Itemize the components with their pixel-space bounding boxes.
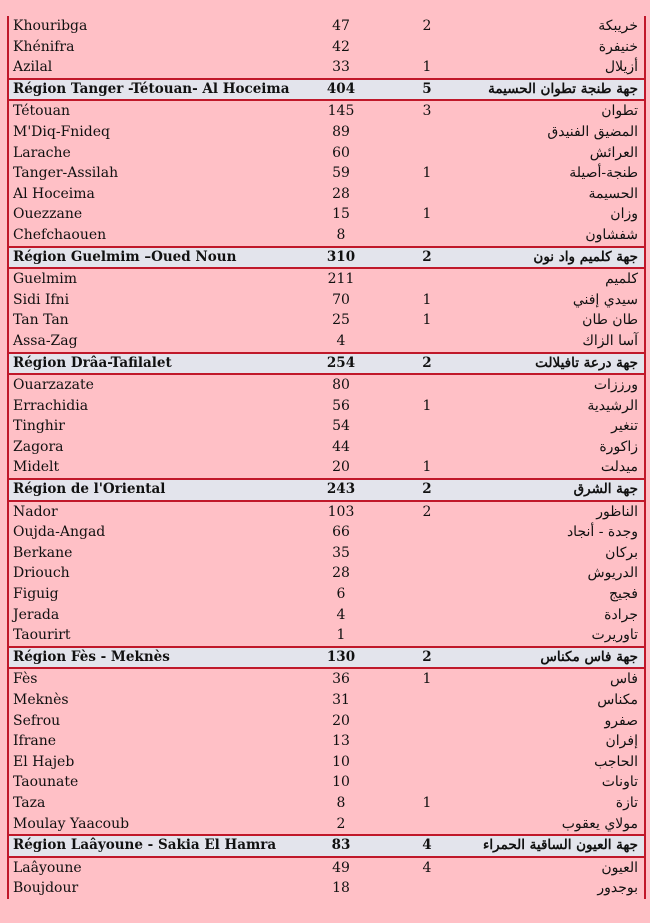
total-cell: 35: [332, 544, 350, 561]
total-cell: 83: [331, 837, 351, 854]
province-name-arabic: الرشيدية: [587, 397, 638, 414]
total-cell: 2: [336, 815, 346, 832]
total-cell: 42: [332, 38, 350, 55]
province-name-arabic: مولاي يعقوب: [561, 815, 638, 832]
region-name: Région Guelmim –Oued Noun: [13, 248, 237, 265]
total-cell: 404: [326, 80, 356, 97]
province-name-arabic: صفرو: [604, 712, 638, 729]
region-name-arabic: جهة كلميم واد نون: [533, 248, 638, 265]
region-name-arabic: جهة طنجة تطوان الحسيمة: [488, 80, 638, 97]
province-name-arabic: العرائش: [589, 144, 638, 161]
province-row: [9, 457, 644, 478]
count-cell: 2: [422, 354, 432, 371]
region-header-row: [9, 478, 644, 502]
province-name: Midelt: [13, 459, 60, 476]
total-cell: 8: [336, 226, 346, 243]
count-cell: 2: [422, 248, 432, 265]
region-name: Région Fès - Meknès: [13, 648, 170, 665]
province-name-arabic: فجيج: [609, 586, 638, 603]
count-cell: 1: [422, 312, 432, 329]
province-name-arabic: تازة: [615, 794, 638, 811]
province-name-arabic: الحاجب: [594, 753, 638, 770]
province-name: Tinghir: [13, 418, 65, 435]
province-name: Chefchaouen: [13, 226, 107, 243]
province-name: Taourirt: [13, 627, 71, 644]
province-row: [9, 543, 644, 564]
region-province-table: [7, 16, 646, 899]
total-cell: 130: [326, 648, 356, 665]
province-name: Larache: [13, 144, 71, 161]
region-name: Région Tanger -Tétouan- Al Hoceima: [13, 80, 290, 97]
total-cell: 13: [332, 733, 350, 750]
province-row: [9, 290, 644, 311]
province-name: Nador: [13, 503, 58, 520]
total-cell: 33: [332, 59, 350, 76]
region-header-row: [9, 646, 644, 670]
province-name-arabic: العيون: [601, 859, 638, 876]
region-header-row: [9, 246, 644, 270]
count-cell: 1: [422, 59, 432, 76]
province-row: [9, 416, 644, 437]
region-name-arabic: جهة العيون الساقية الحمراء: [483, 837, 638, 854]
total-cell: 59: [332, 165, 350, 182]
total-cell: 145: [327, 103, 355, 120]
province-row: [9, 331, 644, 352]
province-name: El Hajeb: [13, 753, 75, 770]
province-name-arabic: خنيفرة: [598, 38, 638, 55]
total-cell: 18: [332, 880, 350, 897]
province-row: [9, 225, 644, 246]
province-name-arabic: طان طان: [582, 312, 638, 329]
province-row: [9, 184, 644, 205]
total-cell: 28: [332, 185, 350, 202]
total-cell: 47: [332, 18, 350, 34]
province-row: [9, 16, 644, 37]
count-cell: 2: [422, 481, 432, 498]
province-name: Azilal: [13, 59, 53, 76]
province-name: Khouribga: [13, 18, 88, 34]
count-cell: 1: [422, 671, 432, 688]
province-name: Meknès: [13, 692, 69, 708]
province-name-arabic: تنغير: [611, 418, 638, 435]
province-name-arabic: آسا الزاك: [582, 332, 638, 349]
province-row: [9, 858, 644, 879]
total-cell: 49: [332, 859, 350, 876]
province-name: Tanger-Assilah: [13, 165, 119, 182]
province-name-arabic: المضيق الفنيدق: [547, 123, 638, 140]
total-cell: 60: [332, 144, 350, 161]
count-cell: 5: [422, 80, 432, 97]
total-cell: 4: [336, 606, 346, 623]
region-name: Région Drâa-Tafilalet: [13, 354, 172, 371]
province-row: [9, 731, 644, 752]
province-name: Zagora: [13, 438, 64, 455]
province-name: Berkane: [13, 544, 73, 561]
count-cell: 1: [422, 291, 432, 308]
province-name-arabic: وجدة - أنجاد: [566, 524, 638, 541]
province-name: Moulay Yaacoub: [13, 815, 130, 832]
count-cell: 1: [422, 794, 432, 811]
province-row: [9, 143, 644, 164]
total-cell: 20: [332, 459, 350, 476]
province-row: [9, 563, 644, 584]
province-name-arabic: إفران: [605, 733, 638, 750]
province-row: [9, 584, 644, 605]
province-name: Taounate: [13, 774, 79, 791]
province-row: [9, 690, 644, 711]
province-name: Boujdour: [13, 880, 79, 897]
province-name: Taza: [13, 794, 46, 811]
province-name: Ouezzane: [13, 206, 83, 223]
province-name-arabic: تطوان: [601, 103, 638, 120]
province-name-arabic: ميدلت: [600, 459, 638, 476]
province-name: Driouch: [13, 565, 70, 582]
province-name: Ifrane: [13, 733, 57, 750]
province-name-arabic: زاكورة: [599, 438, 638, 455]
total-cell: 80: [332, 377, 350, 394]
total-cell: 89: [332, 123, 350, 140]
total-cell: 10: [332, 774, 350, 791]
province-name-arabic: فاس: [609, 671, 638, 688]
province-name-arabic: خريبكة: [598, 18, 638, 34]
count-cell: 2: [422, 648, 432, 665]
province-row: [9, 814, 644, 835]
total-cell: 6: [336, 586, 346, 603]
province-name-arabic: تاوريرت: [591, 627, 638, 644]
province-name-arabic: وزان: [610, 206, 638, 223]
count-cell: 3: [422, 103, 432, 120]
province-name-arabic: ورززات: [593, 377, 638, 394]
province-row: [9, 878, 644, 899]
province-name: Jerada: [13, 606, 60, 623]
province-name-arabic: جرادة: [604, 606, 638, 623]
total-cell: 54: [332, 418, 350, 435]
province-name-arabic: أزيلال: [604, 59, 638, 76]
total-cell: 243: [326, 481, 356, 498]
province-name-arabic: بوجدور: [597, 880, 638, 897]
count-cell: 1: [422, 459, 432, 476]
province-name-arabic: الحسيمة: [588, 185, 638, 202]
province-row: [9, 396, 644, 417]
total-cell: 103: [327, 503, 355, 520]
total-cell: 66: [332, 524, 350, 541]
province-name: Laâyoune: [13, 859, 82, 876]
province-name: Khénifra: [13, 38, 75, 55]
province-row: [9, 522, 644, 543]
province-row: [9, 101, 644, 122]
province-name-arabic: كلميم: [605, 271, 638, 288]
province-row: [9, 793, 644, 814]
total-cell: 20: [332, 712, 350, 729]
province-row: [9, 163, 644, 184]
province-row: [9, 57, 644, 78]
region-name-arabic: جهة درعة تافيلالت: [535, 354, 638, 371]
province-name: Figuig: [13, 586, 59, 603]
total-cell: 4: [336, 332, 346, 349]
province-name: Ouarzazate: [13, 377, 94, 394]
region-header-row: [9, 834, 644, 858]
region-name: Région de l'Oriental: [13, 481, 166, 498]
total-cell: 254: [326, 354, 356, 371]
total-cell: 310: [326, 248, 356, 265]
total-cell: 8: [336, 794, 346, 811]
province-name-arabic: طنجة-أصيلة: [569, 165, 638, 182]
province-name-arabic: الدريوش: [587, 565, 638, 582]
count-cell: 4: [422, 837, 432, 854]
count-cell: 2: [422, 503, 432, 520]
region-header-row: [9, 78, 644, 102]
region-name-arabic: جهة فاس مكناس: [540, 648, 638, 665]
province-name: Sefrou: [13, 712, 61, 729]
total-cell: 10: [332, 753, 350, 770]
count-cell: 4: [422, 859, 432, 876]
province-row: [9, 122, 644, 143]
province-name-arabic: بركان: [605, 544, 638, 561]
province-row: [9, 669, 644, 690]
province-name: Assa-Zag: [13, 332, 78, 349]
total-cell: 44: [332, 438, 350, 455]
total-cell: 70: [332, 291, 350, 308]
province-row: [9, 752, 644, 773]
province-row: [9, 375, 644, 396]
total-cell: 28: [332, 565, 350, 582]
province-name-arabic: سيدي إفني: [572, 291, 638, 308]
province-name-arabic: الناظور: [596, 503, 638, 520]
province-name: Tétouan: [13, 103, 70, 120]
total-cell: 15: [332, 206, 350, 223]
province-name: Fès: [13, 671, 38, 688]
province-name: Al Hoceima: [13, 185, 95, 202]
total-cell: 36: [332, 671, 350, 688]
total-cell: 211: [327, 271, 355, 288]
province-name: Sidi Ifni: [13, 291, 70, 308]
province-row: [9, 204, 644, 225]
count-cell: 1: [422, 165, 432, 182]
count-cell: 1: [422, 397, 432, 414]
province-row: [9, 437, 644, 458]
province-name: Guelmim: [13, 271, 77, 288]
province-row: [9, 605, 644, 626]
total-cell: 31: [332, 692, 350, 708]
region-name: Région Laâyoune - Sakia El Hamra: [13, 837, 277, 854]
province-row: [9, 310, 644, 331]
total-cell: 25: [332, 312, 350, 329]
province-row: [9, 772, 644, 793]
province-name-arabic: مكناس: [597, 692, 638, 708]
province-row: [9, 711, 644, 732]
region-header-row: [9, 352, 644, 376]
province-name: M'Diq-Fnideq: [13, 123, 110, 140]
province-row: [9, 625, 644, 646]
total-cell: 1: [336, 627, 346, 644]
count-cell: 2: [422, 18, 432, 34]
province-name: Oujda-Angad: [13, 524, 106, 541]
count-cell: 1: [422, 206, 432, 223]
province-row: [9, 37, 644, 58]
province-name: Errachidia: [13, 397, 89, 414]
province-row: [9, 269, 644, 290]
province-name-arabic: شفشاون: [585, 226, 638, 243]
province-name: Tan Tan: [13, 312, 69, 329]
province-name-arabic: تاونات: [601, 774, 638, 791]
province-row: [9, 502, 644, 523]
total-cell: 56: [332, 397, 350, 414]
region-name-arabic: جهة الشرق: [573, 481, 638, 498]
